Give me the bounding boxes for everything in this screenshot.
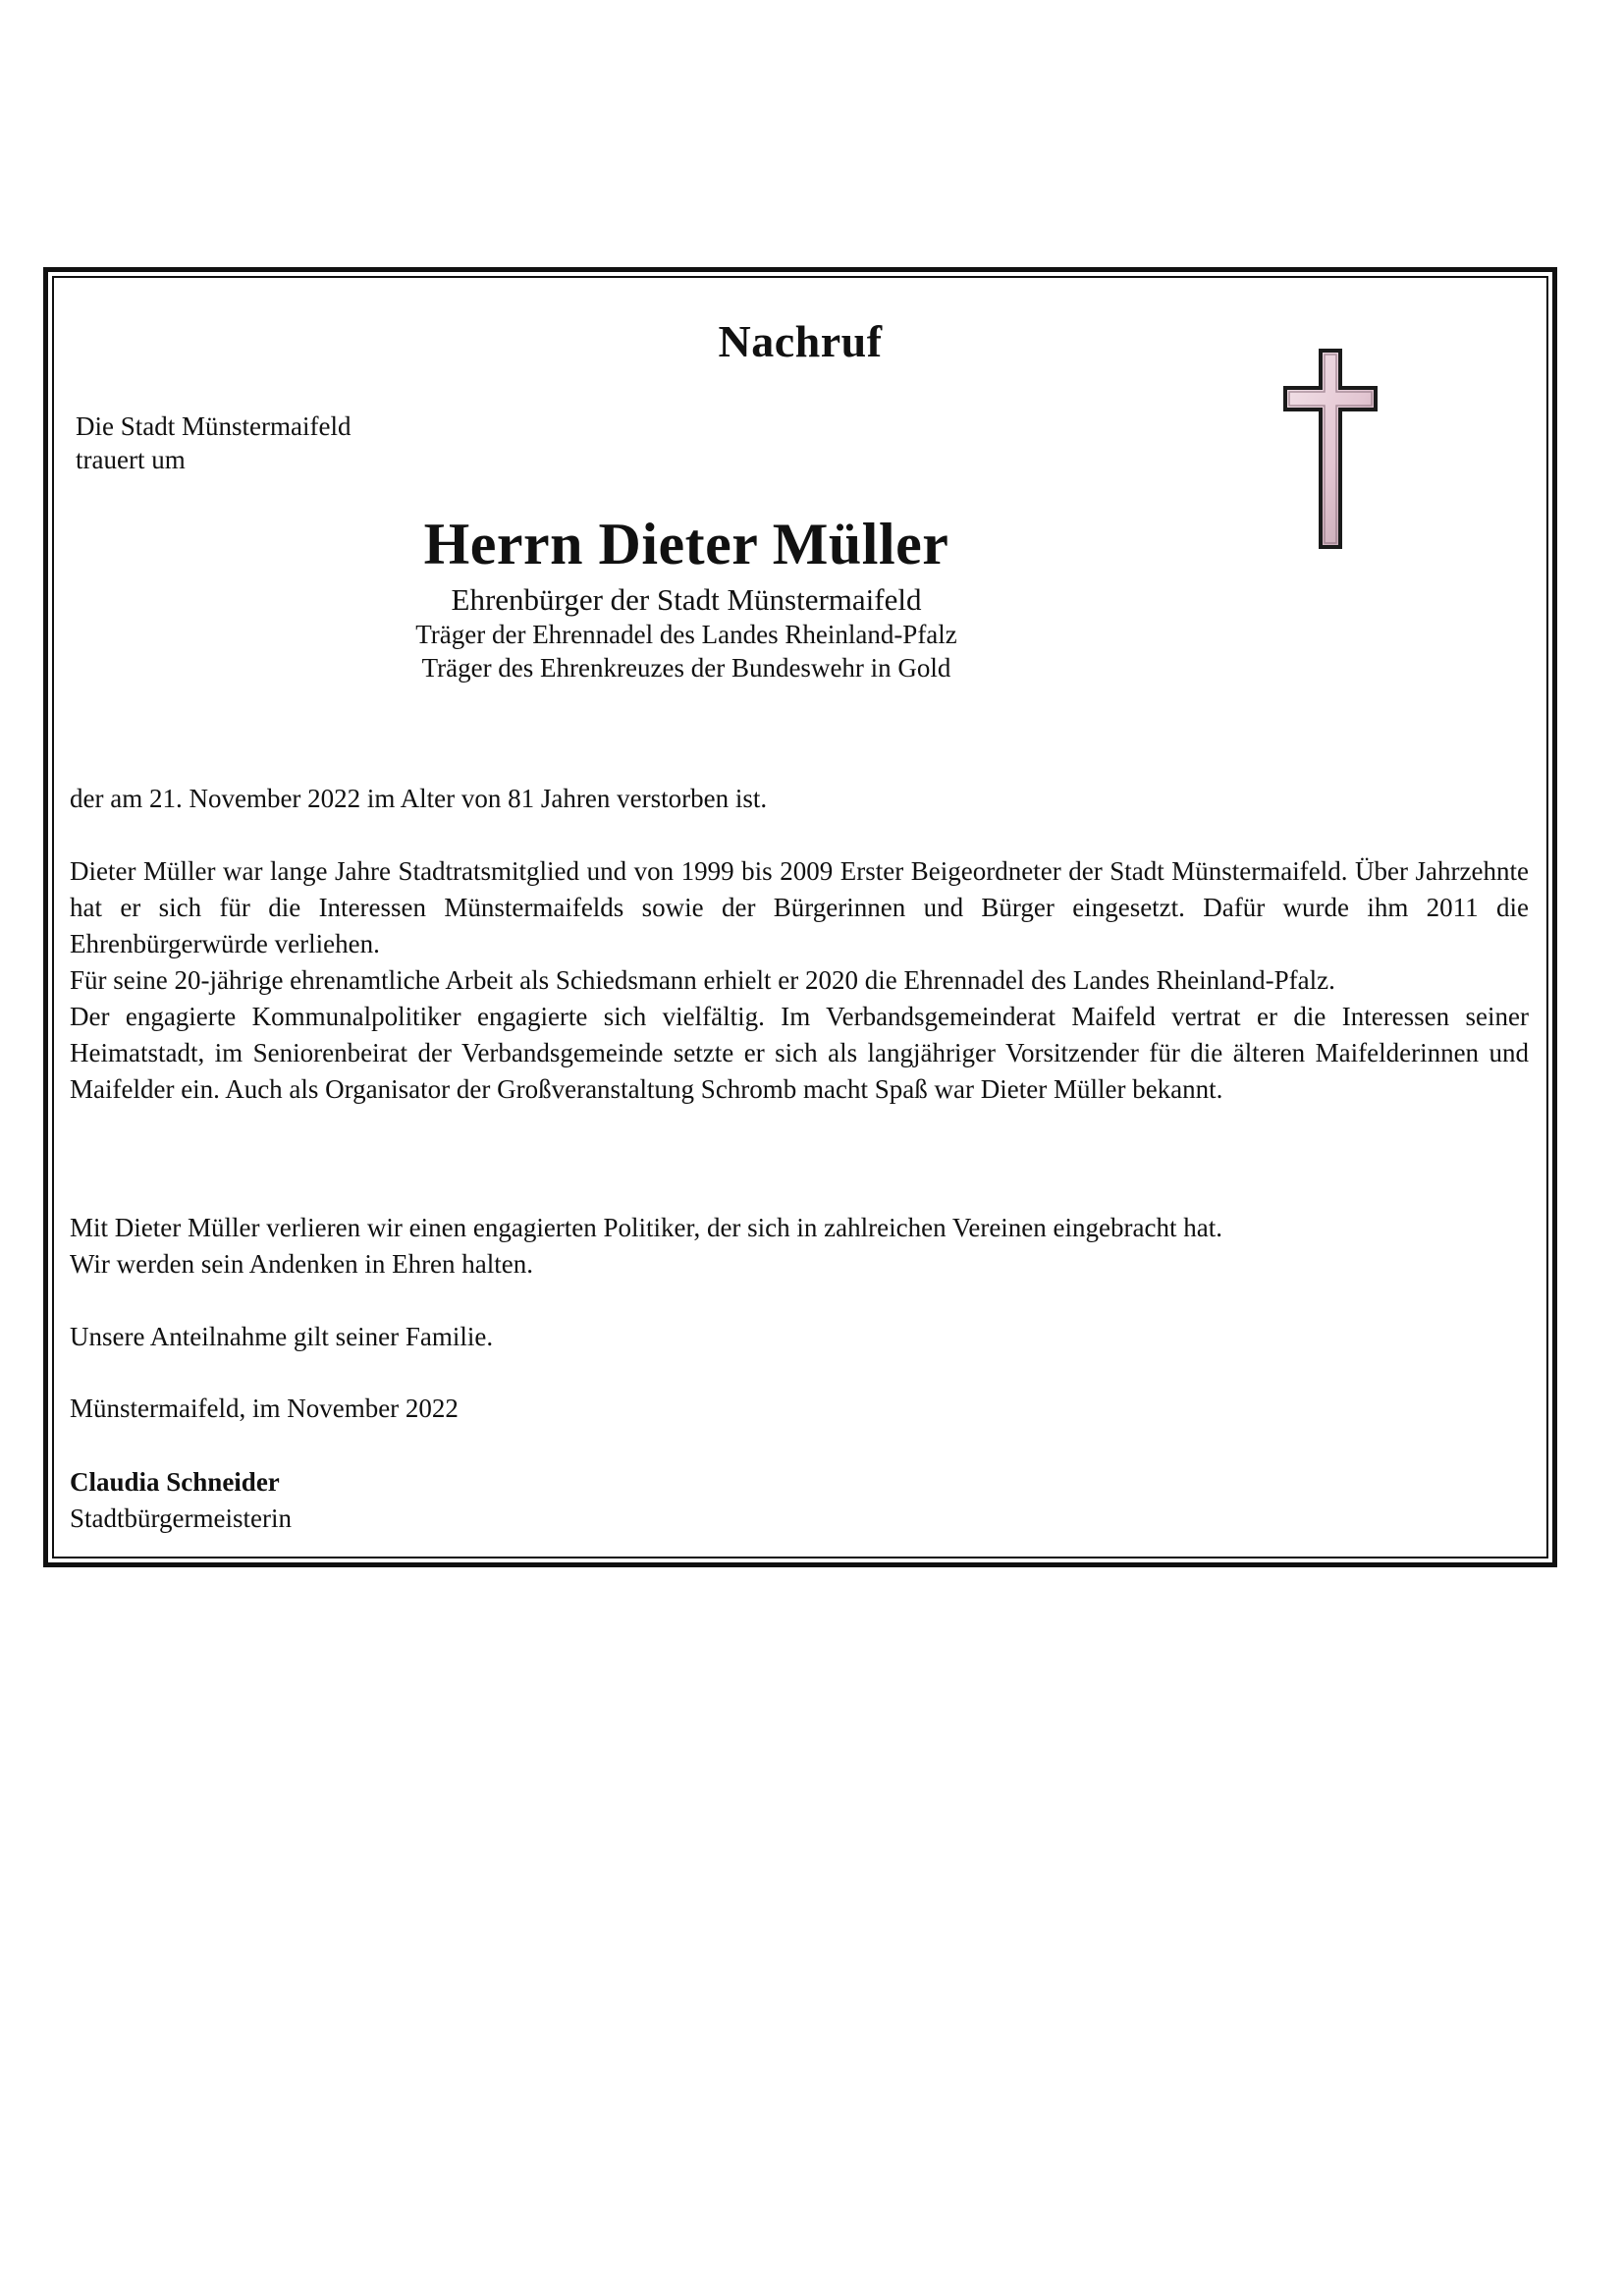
signature-block — [70, 1464, 1529, 1537]
signer-title: Stadtbürgermeisterin — [70, 1503, 292, 1533]
deceased-block — [323, 508, 1050, 684]
biography-paragraph-3: Der engagierte Kommunalpolitiker engagierte sich vielfältig. Im Verbandsgemeinderat Maifeld vertrat er die Interessen seiner Heimatstadt, im Seniorenbeirat der Verbandsgemeinde setzte er sich als langjähriger Vorsitzender für die älteren Maifelderinnen und Maifelder ein. Auch als Organisator der Großveranstaltung Schromb macht Spaß war Dieter Müller bekannt. — [70, 1002, 1529, 1104]
honorary-citizen-title: Ehrenbürger der Stadt Münstermaifeld — [451, 582, 922, 617]
honor-line-1: Träger der Ehrennadel des Landes Rheinland-Pfalz — [415, 620, 957, 649]
place-date-text: Münstermaifeld, im November 2022 — [70, 1394, 459, 1423]
closing-words — [70, 1210, 1529, 1283]
obituary-frame — [43, 267, 1557, 1567]
sympathy-text: Unsere Anteilnahme gilt seiner Familie. — [70, 1322, 494, 1351]
biography-paragraph-2: Für seine 20-jährige ehrenamtliche Arbeit als Schiedsmann erhielt er 2020 die Ehrennadel des Landes Rheinland-Pfalz. — [70, 965, 1335, 995]
biography-paragraph-1: Dieter Müller war lange Jahre Stadtratsmitglied und von 1999 bis 2009 Erster Beigeordneter der Stadt Münstermaifeld. Über Jahrzehnte hat er sich für die Interessen Münstermaifelds sowie der Bürgerinnen und Bürger eingesetzt. Dafür wurde ihm 2011 die Ehrenbürgerwürde verliehen. — [70, 856, 1529, 958]
intro-line-2: trauert um — [76, 445, 186, 474]
place-date — [70, 1391, 1529, 1427]
honor-line-2: Träger des Ehrenkreuzes der Bundeswehr in Gold — [421, 653, 951, 683]
biography — [70, 853, 1529, 1108]
closing-line-1: Mit Dieter Müller verlieren wir einen engagierten Politiker, der sich in zahlreichen Vereinen eingebracht hat. — [70, 1213, 1222, 1242]
closing-line-2: Wir werden sein Andenken in Ehren halten. — [70, 1249, 534, 1279]
notice-heading: Nachruf — [718, 316, 883, 366]
intro-text — [76, 410, 351, 476]
signer-name: Claudia Schneider — [70, 1467, 280, 1497]
deceased-name: Herrn Dieter Müller — [423, 512, 949, 576]
sympathy-statement — [70, 1319, 1529, 1355]
death-date-text: der am 21. November 2022 im Alter von 81 Jahren verstorben ist. — [70, 784, 768, 813]
death-statement — [70, 781, 1529, 817]
cross-icon — [1281, 347, 1380, 553]
intro-line-1: Die Stadt Münstermaifeld — [76, 411, 352, 441]
